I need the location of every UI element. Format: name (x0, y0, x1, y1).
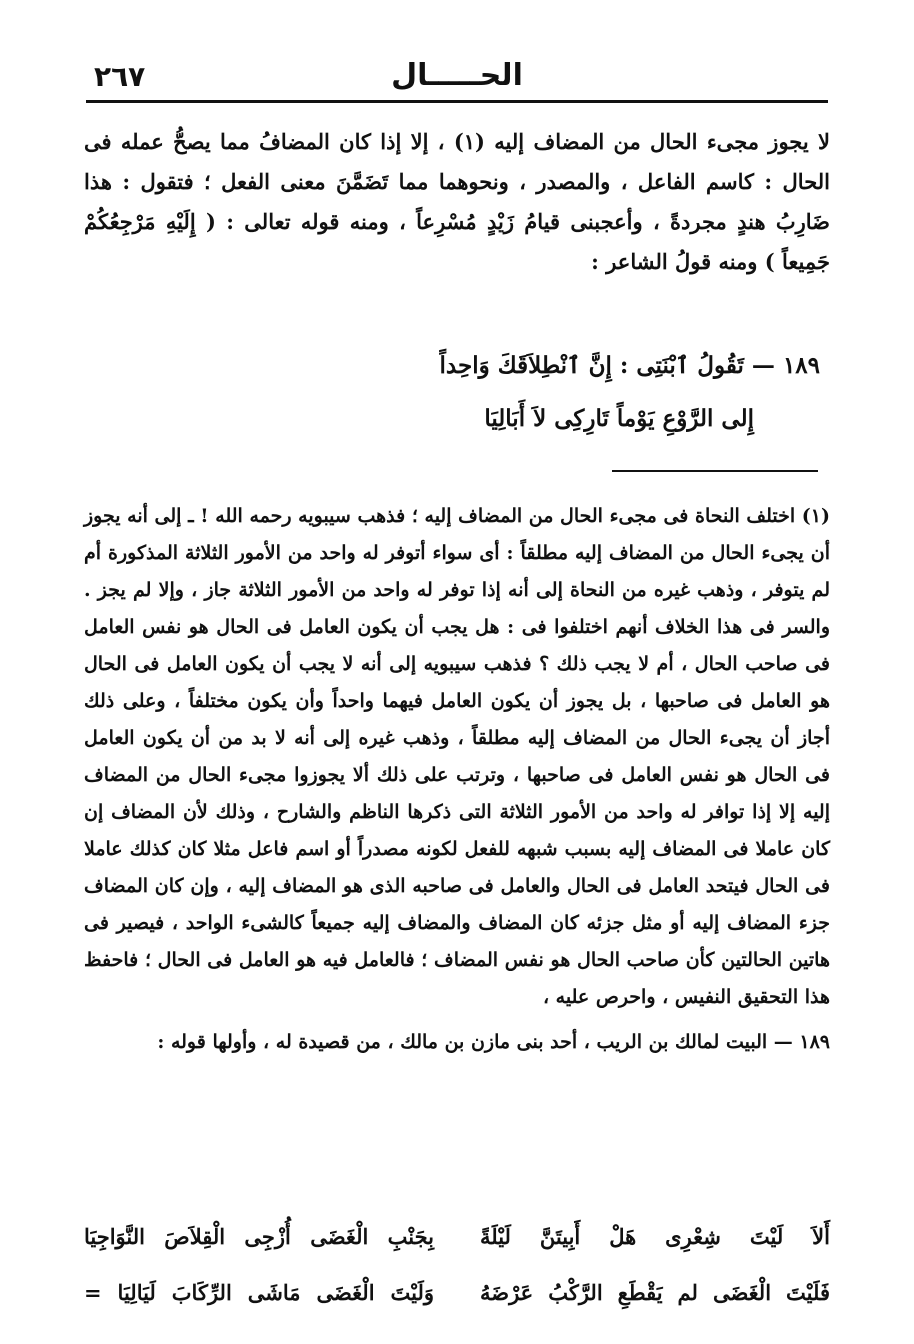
page-number: ٢٦٧ (94, 60, 146, 93)
footnotes (84, 498, 830, 1061)
poem-second-hemistich: وَلَيْتَ الْغَضَى مَاشَى الرِّكَابَ لَيَالِيَا = (84, 1280, 434, 1305)
poem-line (84, 1224, 830, 1268)
poem-first-hemistich: فَلَيْتَ الْغَضَى لم يَقْطَعِ الرَّكْبُ عَرْضَهُ (480, 1280, 830, 1305)
main-paragraph: لا يجوز مجىء الحال من المضاف إليه (١) ، إلا إذا كان المضافُ مما يصحُّ عمله فى الحال : كاسم الفاعل ، والمصدر ، ونحوهما مما تَضَمَّنَ معنى الفعل ؛ فتقول : هذا ضَارِبُ هندٍ مجردةً ، وأعجبنى قيامُ زَيْدٍ مُسْرِعاً ، ومنه قوله تعالى : ( إِلَيْهِ مَرْجِعُكُمْ جَمِيعاً ) ومنه قولُ الشاعر : (84, 129, 830, 274)
verse-189-first-hemistich: ١٨٩ — تَقُولُ ٱبْنَتِى : إِنَّ ٱنْطِلاَقَكَ وَاحِداً (439, 352, 820, 379)
poem-first-hemistich: أَلاَ لَيْتَ شِعْرِى هَلْ أَبِيتَنَّ لَيْلَةً (480, 1224, 830, 1249)
footnote-189: ١٨٩ — البيت لمالك بن الريب ، أحد بنى مازن بن مالك ، من قصيدة له ، وأولها قوله : (157, 1031, 830, 1053)
main-body-text (84, 122, 830, 282)
footnote-1: (١) اختلف النحاة فى مجىء الحال من المضاف إليه ؛ فذهب سيبويه رحمه الله ! ـ إلى أنه يجوز أن يجىء الحال من المضاف إليه مطلقاً : أى سواء أتوفر له واحد من الأمور الثلاثة المذكورة أم لم يتوفر ، وذهب غيره من النحاة إلى أنه إذا توفر له واحد من الأمور الثلاثة جاز ، وإلا لم يجز . والسر فى هذا الخلاف أنهم اختلفوا فى : هل يجب أن يكون العامل فى الحال هو نفس العامل فى صاحب الحال ، أم لا يجب ذلك ؟ فذهب سيبويه إلى أنه لا يجب أن يكون العامل فى الحال هو العامل فى صاحبها ، بل يجوز أن يكون العامل فيهما واحداً وأن يكون مختلفاً ، وعلى ذلك أجاز أن يجىء الحال من المضاف إليه مطلقاً ، وذهب غيره إلى أنه لا بد من أن يكون العامل فى الحال هو نفس العامل فى صاحبها ، وترتب على ذلك ألا يجوزوا مجىء الحال من المضاف إليه إلا إذا توافر له واحد من الأمور الثلاثة التى ذكرها الناظم والشارح ، وذلك لأن المضاف إن كان عاملا فى المضاف إليه بسبب شبهه للفعل لكونه مصدراً أو اسم فاعل مثلا كان كذلك عاملا فى الحال فيتحد العامل فى الحال والعامل فى صاحبه الذى هو المضاف إليه ، وإن كان المضاف جزء المضاف إليه أو مثل جزئه كان المضاف والمضاف إليه جميعاً كالشىء الواحد ، فيصير فى هاتين الحالتين كأن صاحب الحال هو نفس المضاف ؛ فالعامل فيه هو العامل فى الحال ؛ فاحفظ هذا التحقيق النفيس ، واحرص عليه ، (84, 505, 830, 1008)
poem-line (84, 1280, 830, 1324)
page-header (86, 56, 828, 103)
running-title: الحـــــال (391, 58, 523, 93)
verse-189-second-hemistich: إِلى الرَّوْعِ يَوْماً تَارِكِى لاَ أَبَالِيَا (484, 405, 754, 432)
poem-second-hemistich: بِجَنْبِ الْغَضَى أُزْجِى الْقِلاَصَ النَّوَاجِيَا (84, 1224, 434, 1249)
footnote-separator (612, 470, 818, 472)
